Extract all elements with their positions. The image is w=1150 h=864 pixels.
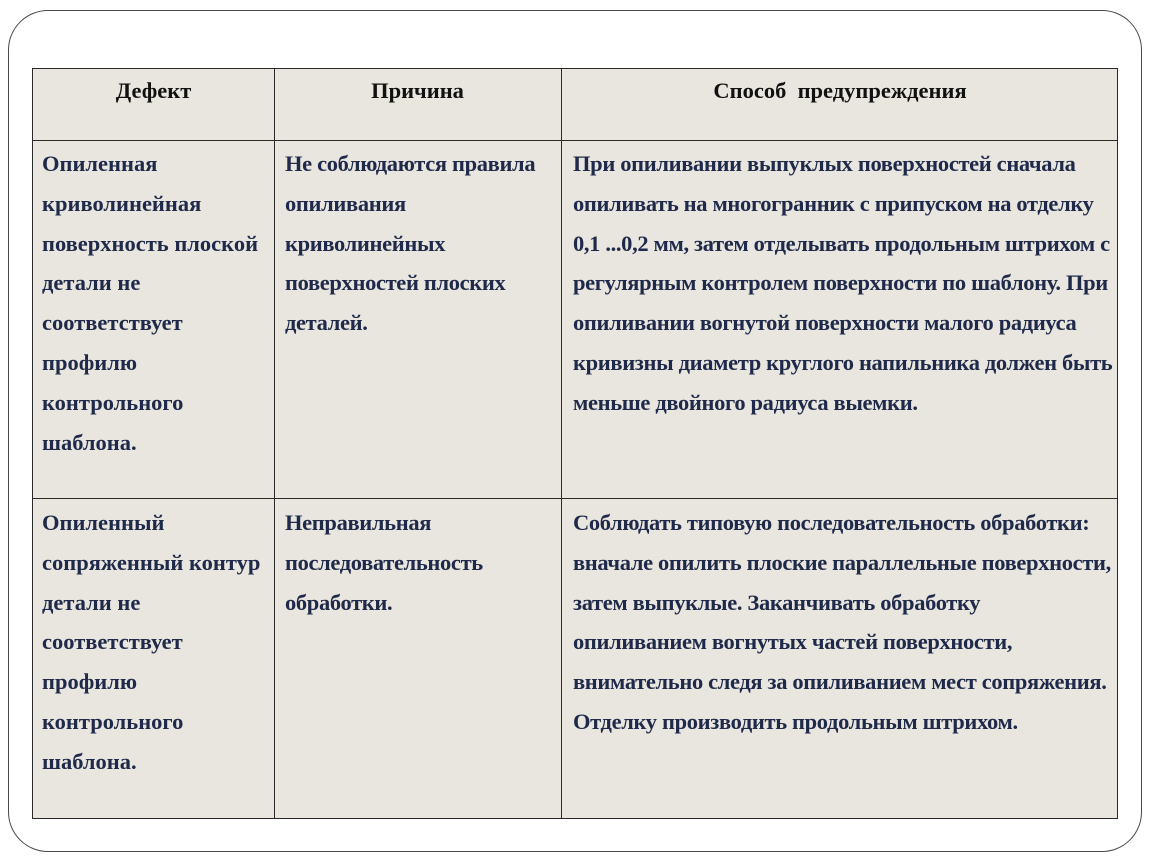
row1-cause: Не соблюдаются правила опиливания криволинейных поверхностей плоских деталей. (285, 151, 536, 336)
column-divider (561, 69, 562, 818)
row-divider (33, 498, 1117, 499)
row2-prevention: Соблюдать типовую последовательность обработки: вначале опилить плоские параллельные поверхности, затем выпуклые. Заканчивать обработку опиливанием вогнутых частей поверхности, внимательно следя за опиливанием мест сопряжения. Отделку производить продольным штрихом. (573, 510, 1111, 734)
row1-defect: Опиленная криволинейная поверхность плоской детали не соответствует профилю контрольного шаблона. (42, 151, 259, 455)
column-divider (274, 69, 275, 818)
row1-prevention: При опиливании выпуклых поверхностей сначала опиливать на многогранник с припуском на отделку 0,1 ...0,2 мм, затем отделывать продольным штрихом с регулярным контролем поверхности по шаблону. При опиливании вогнутой поверхности малого радиуса кривизны диаметр круглого напильника должен быть меньше двойного радиуса выемки. (573, 151, 1113, 415)
header-prevention: Способ предупреждения (713, 78, 967, 103)
row2-defect: Опиленный сопряженный контур детали не соответствует профилю контрольного шаблона. (42, 510, 261, 774)
header-defect: Дефект (115, 78, 192, 103)
header-cause: Причина (371, 78, 464, 103)
defects-table (32, 68, 1118, 819)
row2-cause: Неправильная последовательность обработки. (285, 510, 483, 615)
